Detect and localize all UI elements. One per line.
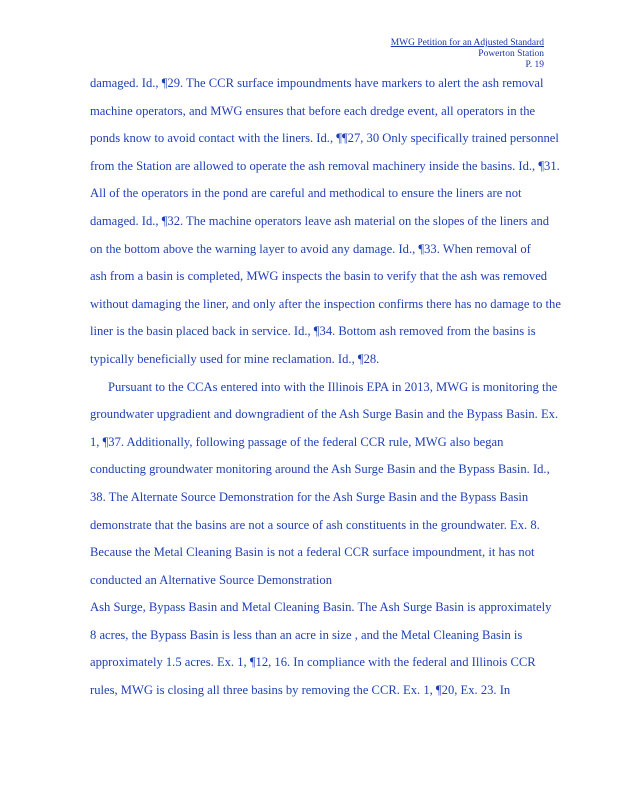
text-line: machine operators, and MWG ensures that before each dredge event, all operators in the	[90, 103, 536, 118]
text-line: demonstrate that the basins are not a source of ash constituents in the groundwater. Ex. 8.	[90, 517, 540, 532]
text-line: Ash Surge, Bypass Basin and Metal Cleaning Basin. The Ash Surge Basin is approximately	[90, 600, 552, 615]
text-line: typically beneficially used for mine reclamation. Id., ¶28.	[90, 351, 380, 366]
page-header	[391, 38, 544, 71]
text-line: Pursuant to the CCAs entered into with the Illinois EPA in 2013, MWG is monitoring the	[108, 379, 558, 394]
text-line: 8 acres, the Bypass Basin is less than an acre in size , and the Metal Cleaning Basin is	[90, 627, 523, 642]
header-page-number: P. 19	[525, 60, 544, 70]
text-line: from the Station are allowed to operate the ash removal machinery inside the basins. Id., ¶31.	[90, 158, 560, 173]
text-line: damaged. Id., ¶29. The CCR surface impoundments have markers to alert the ash removal	[90, 76, 544, 90]
header-title: MWG Petition for an Adjusted Standard	[390, 38, 544, 48]
header-station: Powerton Station	[478, 49, 544, 59]
text-line: 38. The Alternate Source Demonstration for the Ash Surge Basin and the Bypass Basin	[90, 489, 529, 504]
text-line: conducted an Alternative Source Demonstration	[90, 572, 333, 587]
text-line: without damaging the liner, and only after the inspection confirms there has no damage to the	[90, 296, 561, 311]
body-text	[90, 70, 600, 705]
text-line: ash from a basin is completed, MWG inspects the basin to verify that the ash was removed	[90, 269, 548, 284]
text-line: Because the Metal Cleaning Basin is not a federal CCR surface impoundment, it has not	[90, 545, 535, 560]
text-line: ponds know to avoid contact with the liners. Id., ¶¶27, 30 Only specifically trained personnel	[90, 131, 559, 146]
text-line: conducting groundwater monitoring around the Ash Surge Basin and the Bypass Basin. Id.,	[90, 462, 550, 477]
text-line: All of the operators in the pond are careful and methodical to ensure the liners are not	[90, 186, 522, 201]
text-line: damaged. Id., ¶32. The machine operators leave ash material on the slopes of the liners and	[90, 213, 550, 228]
text-line: 1, ¶37. Additionally, following passage of the federal CCR rule, MWG also began	[90, 434, 504, 449]
text-line: on the bottom above the warning layer to avoid any damage. Id., ¶33. When removal of	[90, 241, 531, 256]
text-line: groundwater upgradient and downgradient of the Ash Surge Basin and the Bypass Basin. Ex.	[90, 407, 559, 422]
text-line: approximately 1.5 acres. Ex. 1, ¶12, 16. In compliance with the federal and Illinois CCR	[90, 655, 536, 670]
text-line: liner is the basin placed back in service. Id., ¶34. Bottom ash removed from the basins is	[90, 324, 536, 339]
text-line: rules, MWG is closing all three basins by removing the CCR. Ex. 1, ¶20, Ex. 23. In	[90, 683, 511, 698]
